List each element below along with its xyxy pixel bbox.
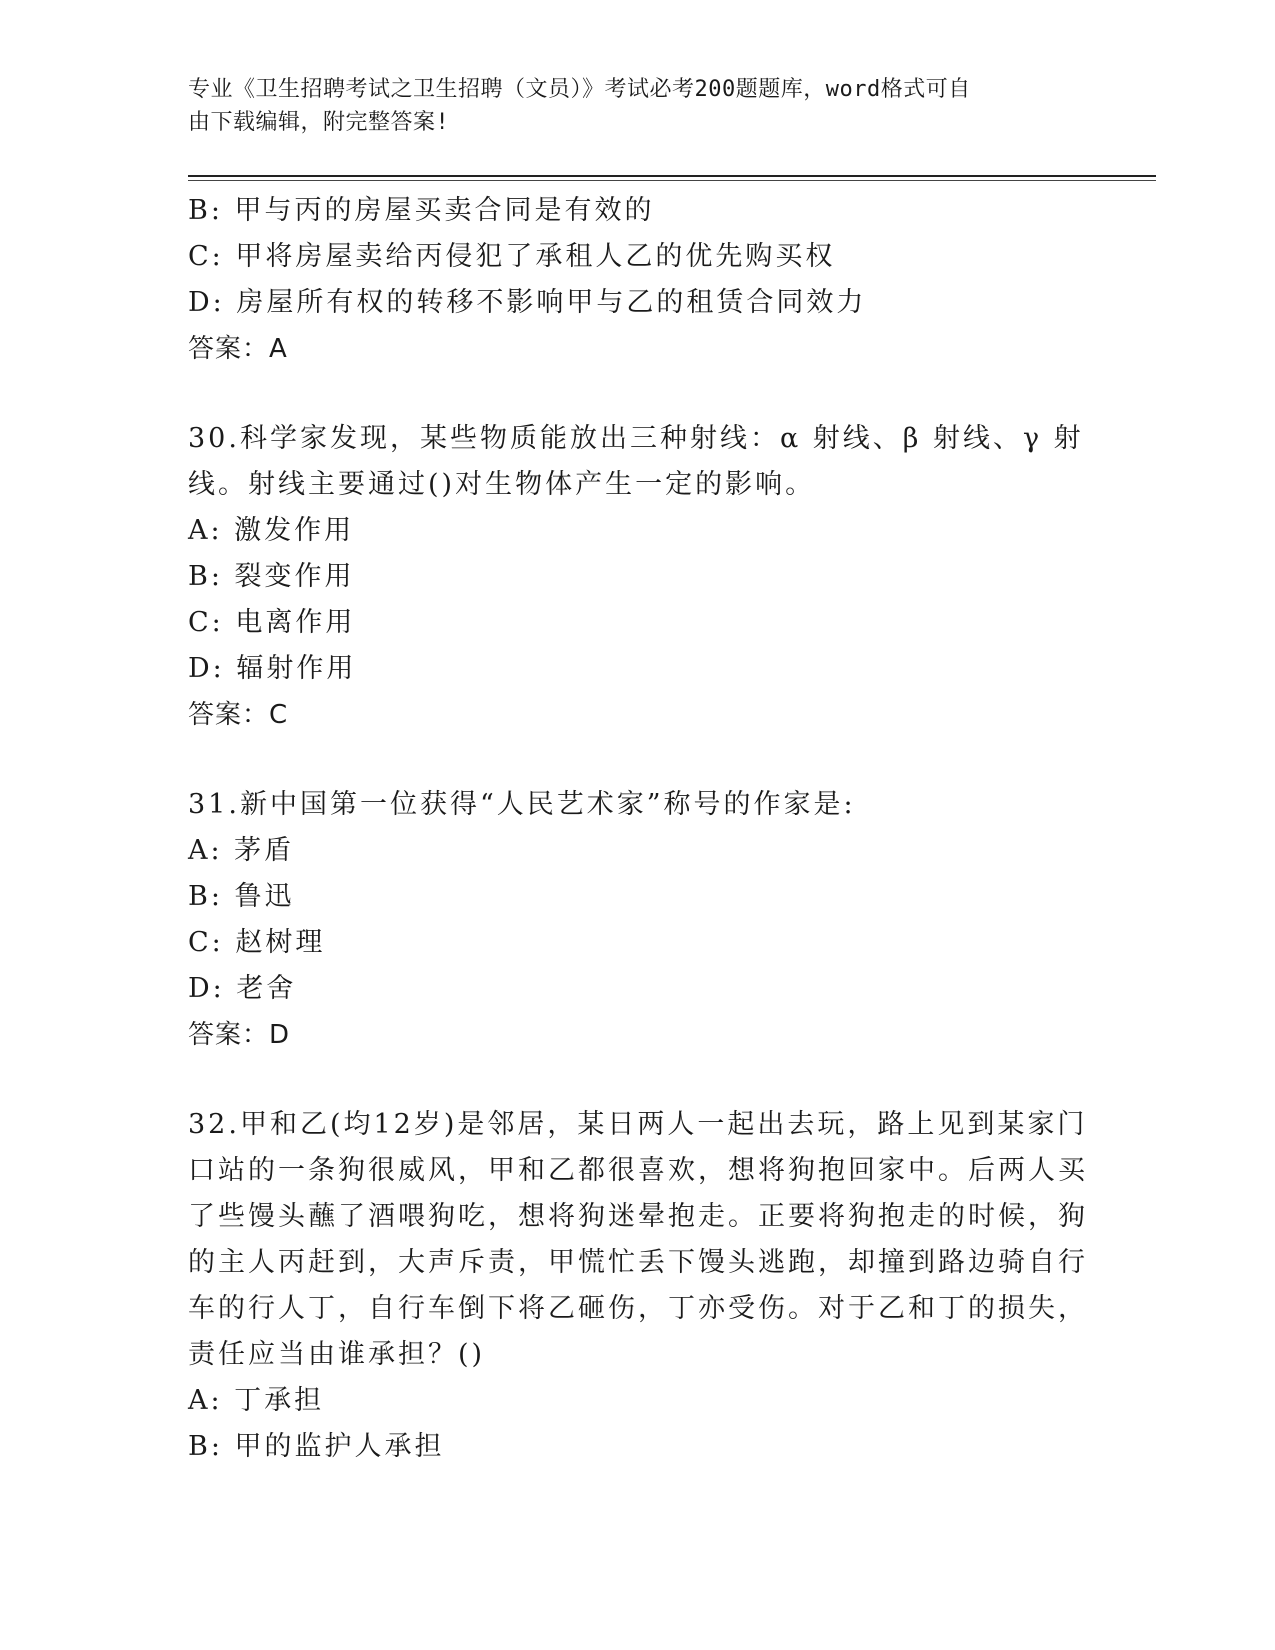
option-b: B: 鲁迅 — [188, 881, 295, 912]
question-stem-line: 线。射线主要通过()对生物体产生一定的影响。 — [188, 469, 816, 500]
question-stem-line: 车的行人丁，自行车倒下将乙砸伤，丁亦受伤。对于乙和丁的损失， — [188, 1293, 1088, 1324]
question-content — [188, 188, 1088, 1470]
answer-line: 答案：C — [188, 700, 289, 730]
question-stem-line: 30.科学家发现，某些物质能放出三种射线：α 射线、β 射线、γ 射 — [188, 423, 1084, 454]
option-b: B: 甲与丙的房屋买卖合同是有效的 — [188, 195, 655, 226]
option-a: A: 茅盾 — [188, 835, 295, 866]
header-line-2: 由下载编辑，附完整答案! — [188, 110, 450, 135]
question-30 — [188, 416, 1084, 738]
option-d: D: 老舍 — [188, 973, 297, 1004]
question-31 — [188, 782, 1068, 1058]
document-header — [188, 73, 1068, 139]
question-stem-line: 32.甲和乙(均12岁)是邻居，某日两人一起出去玩，路上见到某家门 — [188, 1109, 1088, 1140]
option-d: D: 辐射作用 — [188, 653, 357, 684]
option-c: C: 电离作用 — [188, 607, 356, 638]
option-c: C: 赵树理 — [188, 927, 326, 958]
option-b: B: 甲的监护人承担 — [188, 1431, 445, 1462]
question-stem-line: 口站的一条狗很威风，甲和乙都很喜欢，想将狗抱回家中。后两人买 — [188, 1155, 1088, 1186]
question-stem-line: 的主人丙赶到，大声斥责，甲慌忙丢下馒头逃跑，却撞到路边骑自行 — [188, 1247, 1088, 1278]
option-a: A: 丁承担 — [188, 1385, 325, 1416]
answer-line: 答案：A — [188, 334, 288, 364]
header-rule-thin — [188, 180, 1156, 181]
header-rule-thick — [188, 175, 1156, 177]
option-c: C: 甲将房屋卖给丙侵犯了承租人乙的优先购买权 — [188, 241, 836, 272]
answer-line: 答案：D — [188, 1020, 291, 1050]
header-line-1: 专业《卫生招聘考试之卫生招聘（文员）》考试必考200题题库，word格式可自 — [188, 77, 971, 102]
prev-question — [188, 188, 1068, 372]
question-32 — [188, 1102, 1088, 1470]
option-b: B: 裂变作用 — [188, 561, 355, 592]
question-stem-line: 31.新中国第一位获得“人民艺术家”称号的作家是: — [188, 789, 856, 820]
question-stem-line: 了些馒头蘸了酒喂狗吃，想将狗迷晕抱走。正要将狗抱走的时候，狗 — [188, 1201, 1088, 1232]
question-stem-line: 责任应当由谁承担？() — [188, 1339, 486, 1370]
option-d: D: 房屋所有权的转移不影响甲与乙的租赁合同效力 — [188, 287, 867, 318]
option-a: A: 激发作用 — [188, 515, 355, 546]
